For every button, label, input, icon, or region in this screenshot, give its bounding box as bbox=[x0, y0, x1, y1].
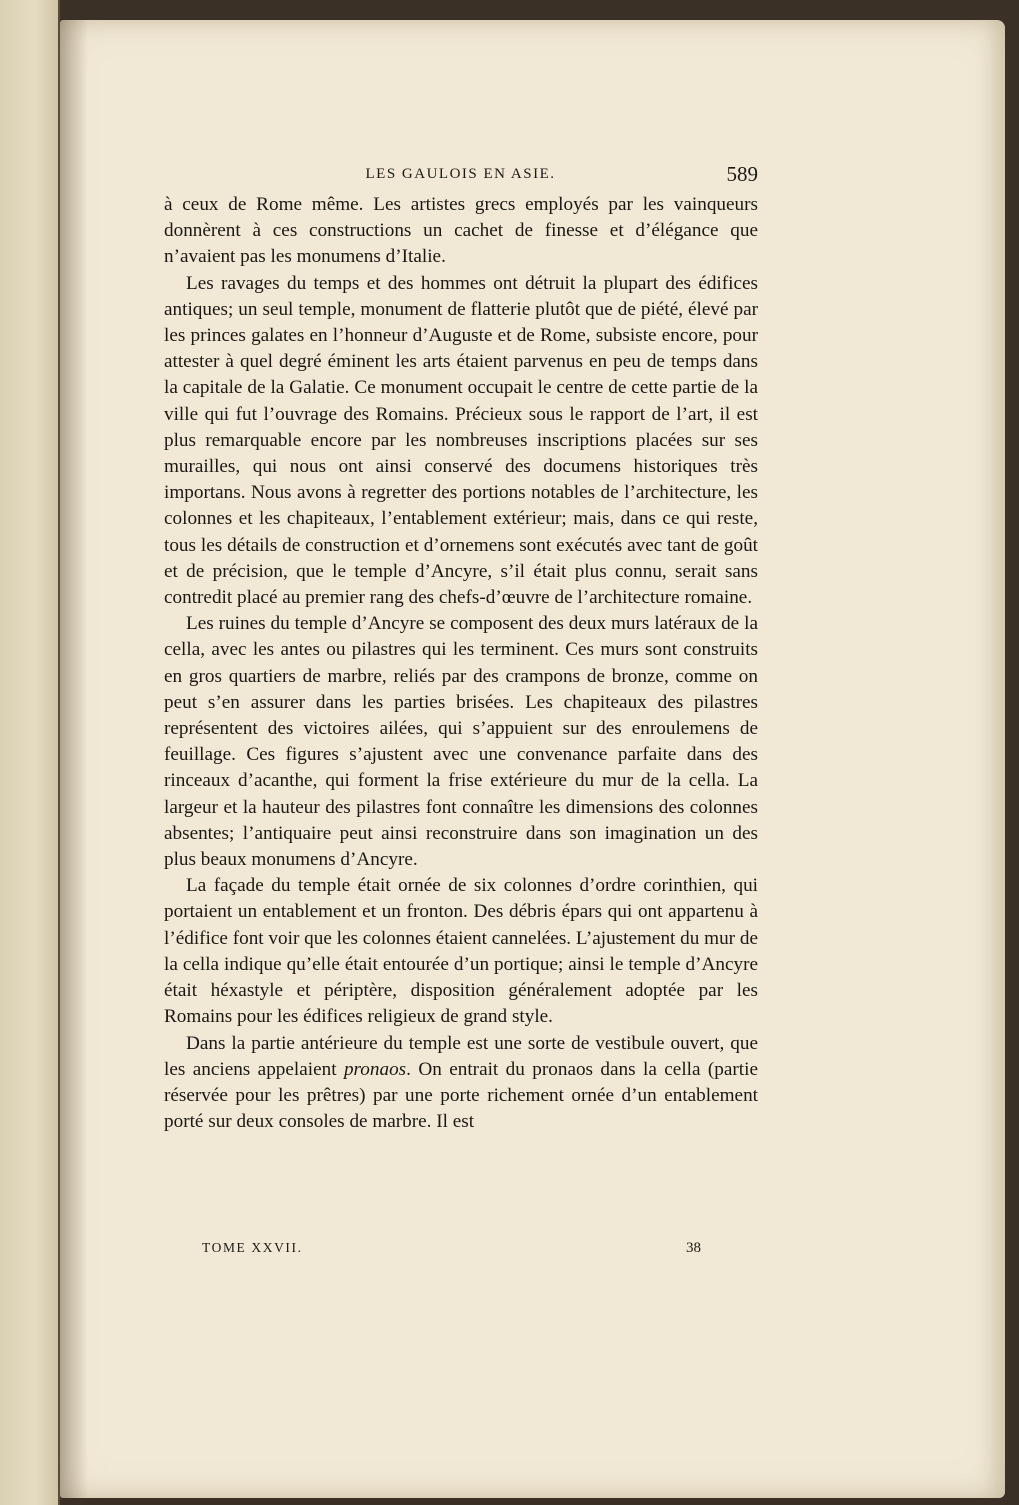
page-number: 589 bbox=[726, 162, 758, 186]
running-header bbox=[163, 162, 758, 192]
pronaos-term: pronaos bbox=[343, 1058, 407, 1080]
paragraph-3: Les ruines du temple d’Ancyre se composent des deux murs latéraux de la cella, avec les antes ou pilastres qui les terminent. Ces murs sont construits en gros quartiers de marbre, reliés par des crampons de bronze, comme on peut s’en assurer dans les parties brisées. Les chapiteaux des pilastres représentent des victoires ailées, qui s’appuient sur des enroulemens de feuillage. Ces figures s’ajustent avec une convenance parfaite dans des rinceaux d’acanthe, qui forment la frise extérieure du mur de la cella. La largeur et la hauteur des pilastres font connaître les dimensions des colonnes absentes; l’antiquaire peut ainsi reconstruire dans son imagination un des plus beaux monumens d’Ancyre. bbox=[164, 613, 758, 871]
paragraph-5-start: Dans la partie antérieure du temple est une sorte de vestibule ouvert, que les anciens appelaient bbox=[164, 1032, 758, 1080]
paragraph-4: La façade du temple était ornée de six colonnes d’ordre corinthien, qui portaient un entablement et un fronton. Des débris épars qui ont appartenu à l’édifice font voir que les colonnes étaient cannelées. L’ajustement du mur de la cella indique qu’elle était entourée d’un portique; ainsi le temple d’Ancyre était héxastyle et périptère, disposition généralement adoptée par les Romains pour les édifices religieux de grand style. bbox=[164, 875, 758, 1028]
previous-page-edge bbox=[0, 0, 60, 1505]
body-text bbox=[164, 192, 758, 1135]
paragraph-5-end: . On entrait du pronaos dans la cella (partie réservée pour les prêtres) par une porte richement ornée d’un entablement porté sur deux consoles de marbre. Il est bbox=[164, 1058, 758, 1133]
spine-shadow bbox=[60, 20, 88, 1498]
paragraph-1: à ceux de Rome même. Les artistes grecs employés par les vainqueurs donnèrent à ces constructions un cachet de finesse et d’élégance que n’avaient pas les monumens d’Italie. bbox=[164, 194, 758, 268]
paragraph-2: Les ravages du temps et des hommes ont détruit la plupart des édifices antiques; un seul temple, monument de flatterie plutôt que de piété, élevé par les princes galates en l’honneur d’Auguste et de Rome, subsiste encore, pour attester à quel degré éminent les arts étaient parvenus en peu de temps dans la capitale de la Galatie. Ce monument occupait le centre de cette partie de la ville qui fut l’ouvrage des Romains. Précieux sous le rapport de l’art, il est plus remarquable encore par les nombreuses inscriptions placées sur ses murailles, qui nous ont ainsi conservé des documens historiques très importans. Nous avons à regretter des portions notables de l’architecture, les colonnes et les chapiteaux, l’entablement extérieur; mais, dans ce qui reste, tous les détails de construction et d’ornemens sont exécutés avec tant de goût et de précision, que le temple d’Ancyre, s’il était plus connu, serait sans contredit placé au premier rang des chefs-d’œuvre de l’architecture romaine. bbox=[164, 272, 758, 609]
sheet-number: 38 bbox=[686, 1240, 701, 1256]
page-footer bbox=[164, 1240, 758, 1264]
running-title: LES GAULOIS EN ASIE. bbox=[365, 166, 556, 182]
volume-signature: TOME XXVII. bbox=[202, 1240, 303, 1255]
paragraph-5 bbox=[164, 1031, 758, 1136]
